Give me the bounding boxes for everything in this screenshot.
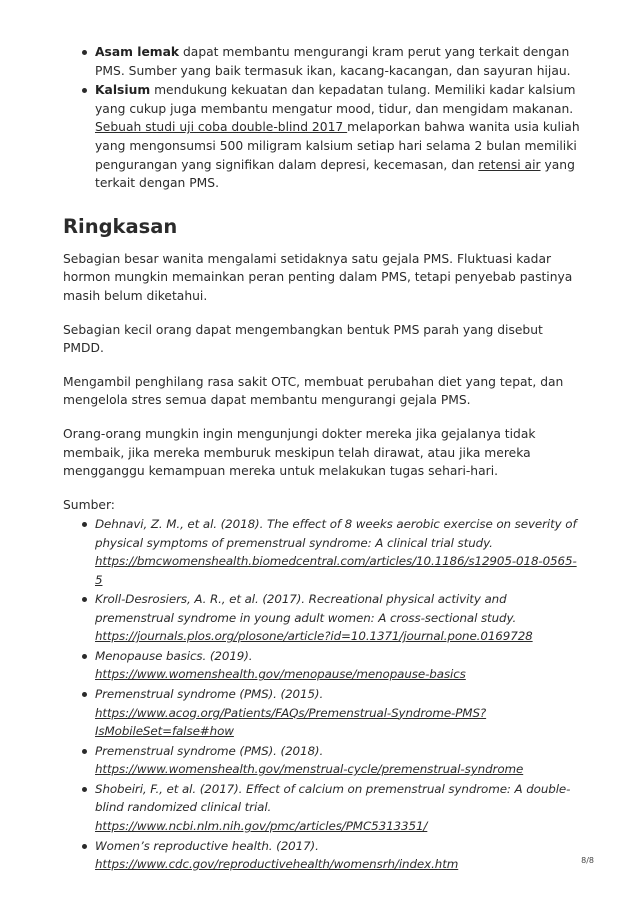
summary-paragraph-1: Sebagian besar wanita mengalami setidaknya satu gejala PMS. Fluktuasi kadar hormon mungkin memainkan peran penting dalam PMS, tetapi penyebab pastinya masih belum diketahui.: [63, 251, 573, 303]
sources-label: Sumber:: [63, 497, 115, 512]
study-link[interactable]: Sebuah studi uji coba double-blind 2017: [95, 120, 348, 135]
term-fatty-acids: Asam lemak: [95, 45, 180, 59]
fatty-acids-text: dapat membantu mengurangi kram perut yang terkait dengan PMS. Sumber yang baik termasuk ikan, kacang-kacangan, dan sayuran hijau.: [95, 45, 571, 78]
source-link[interactable]: https://www.acog.org/Patients/FAQs/Premenstrual-Syndrome-PMS?IsMobileSet=false#how: [95, 705, 487, 738]
water-retention-link[interactable]: retensi air: [478, 157, 541, 172]
summary-heading: Ringkasan: [63, 214, 178, 238]
source-item: [95, 647, 583, 684]
source-link[interactable]: https://www.cdc.gov/reproductivehealth/womensrh/index.htm: [95, 856, 459, 871]
summary-paragraph-2: Sebagian kecil orang dapat mengembangkan bentuk PMS parah yang disebut PMDD.: [63, 322, 543, 356]
source-item: [95, 685, 583, 740]
source-citation: Menopause basics. (2019).: [95, 648, 253, 663]
source-item: [95, 590, 583, 645]
source-item: [95, 742, 583, 779]
sources-list: [63, 515, 583, 873]
page-content: [63, 43, 583, 875]
source-citation: Dehnavi, Z. M., et al. (2018). The effect of 8 weeks aerobic exercise on severity of physical symptoms of premenstrual syndrome: A clinical trial study.: [95, 517, 577, 550]
source-item: [95, 515, 583, 589]
source-citation: Shobeiri, F., et al. (2017). Effect of calcium on premenstrual syndrome: A double-blind randomized clinical trial.: [95, 781, 571, 815]
nutrient-list: [63, 43, 583, 193]
source-link[interactable]: https://bmcwomenshealth.biomedcentral.com/articles/10.1186/s12905-018-0565-5: [95, 554, 577, 587]
list-item-fatty-acids: [95, 43, 583, 80]
source-item: [95, 780, 583, 835]
source-link[interactable]: https://www.ncbi.nlm.nih.gov/pmc/articles/PMC5313351/: [95, 818, 428, 833]
calcium-text-mid: melaporkan bahwa wanita usia kuliah yang mengonsumsi 500 miligram kalsium setiap hari selama 2 bulan memiliki pengurangan yang signifikan dalam depresi, kecemasan, dan: [95, 120, 580, 172]
source-link[interactable]: https://journals.plos.org/plosone/article?id=10.1371/journal.pone.0169728: [95, 629, 533, 644]
list-item-calcium: [95, 81, 583, 193]
summary-paragraph-4: Orang-orang mungkin ingin mengunjungi dokter mereka jika gejalanya tidak membaik, jika mereka memburuk meskipun telah dirawat, atau jika mereka mengganggu kemampuan mereka untuk melakukan tugas sehari-hari.: [63, 426, 536, 479]
source-link[interactable]: https://www.womenshealth.gov/menopause/menopause-basics: [95, 667, 466, 682]
term-calcium: Kalsium: [95, 83, 151, 98]
source-citation: Premenstrual syndrome (PMS). (2018).: [95, 743, 324, 758]
source-citation: Kroll-Desrosiers, A. R., et al. (2017). Recreational physical activity and premenstrual syndrome in young adult women: A cross-sectional study.: [95, 592, 517, 625]
calcium-text-before: mendukung kekuatan dan kepadatan tulang. Memiliki kadar kalsium yang cukup juga membantu mengatur mood, tidur, dan mengidam makanan.: [95, 83, 576, 116]
calcium-text-after: yang terkait dengan PMS.: [95, 157, 575, 191]
source-citation: Women’s reproductive health. (2017).: [95, 838, 319, 853]
summary-paragraph-3: Mengambil penghilang rasa sakit OTC, membuat perubahan diet yang tepat, dan mengelola stres semua dapat membantu mengurangi gejala PMS.: [63, 374, 564, 408]
source-link[interactable]: https://www.womenshealth.gov/menstrual-cycle/premenstrual-syndrome: [95, 762, 524, 777]
source-citation: Premenstrual syndrome (PMS). (2015).: [95, 687, 324, 702]
source-item: [95, 837, 583, 874]
page-number: 8/8: [581, 856, 594, 865]
